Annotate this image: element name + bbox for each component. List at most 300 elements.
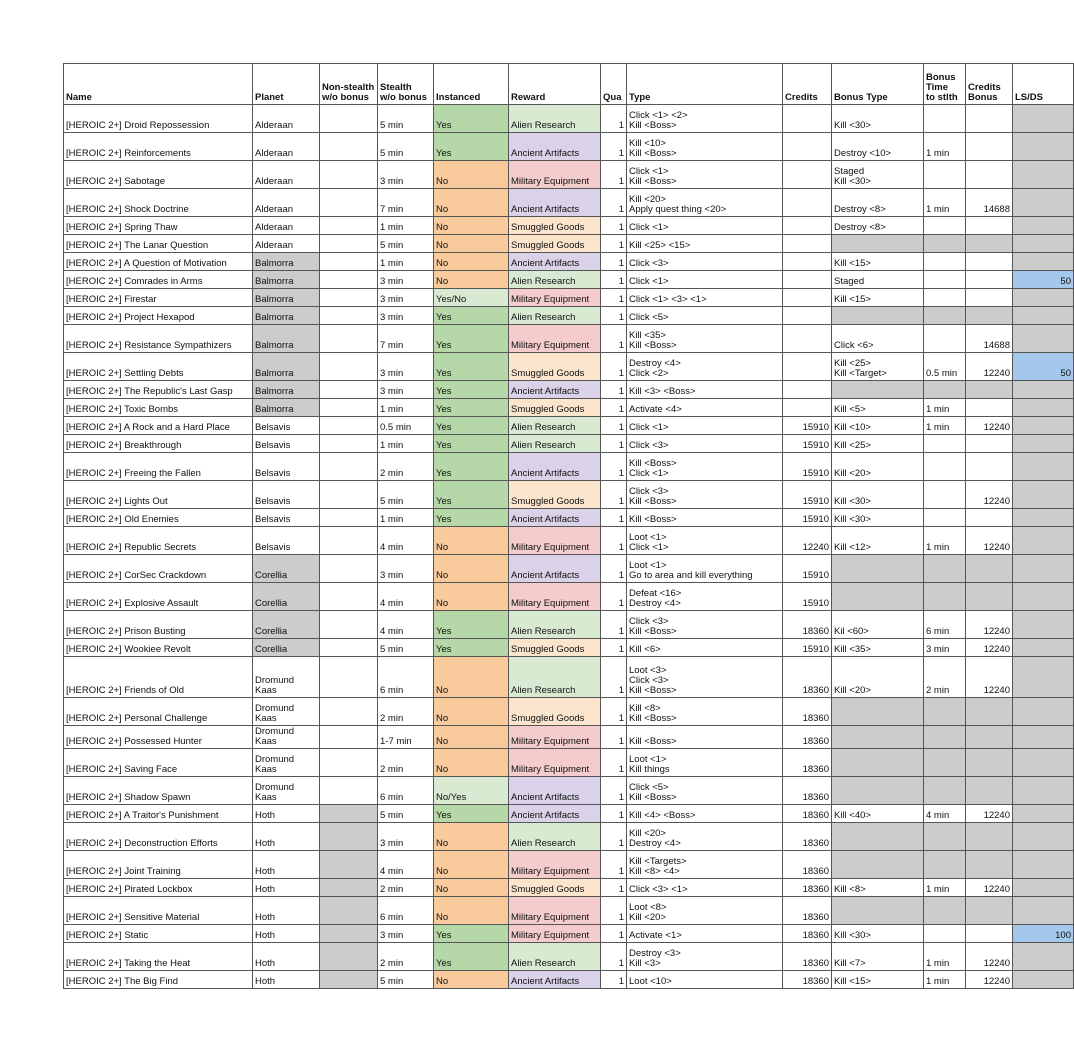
header-non-stealth[interactable]: Non-stealth w/o bonus [320, 64, 378, 105]
cell-bonus-time[interactable] [924, 217, 966, 235]
cell-stealth[interactable]: 5 min [378, 639, 434, 657]
cell-reward[interactable]: Ancient Artifacts [509, 453, 601, 481]
cell-type[interactable]: Kill <8> Kill <Boss> [627, 698, 783, 726]
cell-quantity[interactable]: 1 [601, 555, 627, 583]
cell-ls-ds[interactable]: 50 [1013, 271, 1074, 289]
cell-bonus-type[interactable]: Staged [832, 271, 924, 289]
cell-instanced[interactable]: No [434, 235, 509, 253]
cell-reward[interactable]: Smuggled Goods [509, 399, 601, 417]
header-instanced[interactable]: Instanced [434, 64, 509, 105]
cell-bonus-time[interactable] [924, 726, 966, 749]
cell-bonus-type[interactable]: Kill <15> [832, 253, 924, 271]
cell-stealth[interactable]: 1 min [378, 399, 434, 417]
cell-type[interactable]: Loot <1> Kill things [627, 749, 783, 777]
cell-bonus-type[interactable]: Kill <40> [832, 805, 924, 823]
cell-type[interactable]: Click <3> [627, 435, 783, 453]
cell-planet[interactable]: Hoth [253, 851, 320, 879]
cell-planet[interactable]: Balmorra [253, 353, 320, 381]
cell-ls-ds[interactable] [1013, 639, 1074, 657]
cell-credits[interactable] [783, 235, 832, 253]
cell-credits-bonus[interactable] [966, 133, 1013, 161]
cell-credits-bonus[interactable]: 12240 [966, 527, 1013, 555]
cell-type[interactable]: Kill <3> <Boss> [627, 381, 783, 399]
cell-type[interactable]: Defeat <16> Destroy <4> [627, 583, 783, 611]
cell-stealth[interactable]: 3 min [378, 307, 434, 325]
cell-credits-bonus[interactable]: 12240 [966, 971, 1013, 989]
cell-instanced[interactable]: Yes [434, 133, 509, 161]
cell-bonus-type[interactable] [832, 555, 924, 583]
cell-name[interactable]: [HEROIC 2+] Shadow Spawn [64, 777, 253, 805]
cell-instanced[interactable]: Yes [434, 453, 509, 481]
cell-name[interactable]: [HEROIC 2+] Explosive Assault [64, 583, 253, 611]
cell-non-stealth[interactable] [320, 481, 378, 509]
cell-non-stealth[interactable] [320, 611, 378, 639]
cell-bonus-time[interactable]: 2 min [924, 657, 966, 698]
cell-reward[interactable]: Smuggled Goods [509, 639, 601, 657]
cell-stealth[interactable]: 1 min [378, 509, 434, 527]
cell-stealth[interactable]: 3 min [378, 381, 434, 399]
cell-planet[interactable]: Balmorra [253, 307, 320, 325]
cell-name[interactable]: [HEROIC 2+] A Traitor's Punishment [64, 805, 253, 823]
cell-planet[interactable]: Alderaan [253, 189, 320, 217]
cell-credits-bonus[interactable] [966, 105, 1013, 133]
cell-planet[interactable]: Hoth [253, 943, 320, 971]
cell-bonus-type[interactable]: Kill <15> [832, 971, 924, 989]
cell-quantity[interactable]: 1 [601, 453, 627, 481]
cell-credits[interactable] [783, 161, 832, 189]
cell-instanced[interactable]: No [434, 971, 509, 989]
cell-planet[interactable]: Alderaan [253, 161, 320, 189]
cell-stealth[interactable]: 2 min [378, 943, 434, 971]
cell-reward[interactable]: Military Equipment [509, 527, 601, 555]
cell-credits[interactable]: 18360 [783, 611, 832, 639]
cell-bonus-time[interactable] [924, 897, 966, 925]
cell-stealth[interactable]: 5 min [378, 805, 434, 823]
cell-instanced[interactable]: Yes/No [434, 289, 509, 307]
cell-bonus-type[interactable]: Kill <30> [832, 105, 924, 133]
cell-instanced[interactable]: No [434, 698, 509, 726]
header-bonus-type[interactable]: Bonus Type [832, 64, 924, 105]
cell-bonus-time[interactable] [924, 161, 966, 189]
cell-type[interactable]: Kill <Boss> [627, 726, 783, 749]
cell-credits-bonus[interactable] [966, 698, 1013, 726]
cell-quantity[interactable]: 1 [601, 851, 627, 879]
cell-reward[interactable]: Alien Research [509, 943, 601, 971]
cell-stealth[interactable]: 3 min [378, 925, 434, 943]
cell-planet[interactable]: Dromund Kaas [253, 726, 320, 749]
cell-non-stealth[interactable] [320, 381, 378, 399]
cell-credits-bonus[interactable] [966, 161, 1013, 189]
cell-bonus-type[interactable]: Kill <10> [832, 417, 924, 435]
cell-reward[interactable]: Smuggled Goods [509, 235, 601, 253]
cell-name[interactable]: [HEROIC 2+] Taking the Heat [64, 943, 253, 971]
cell-reward[interactable]: Alien Research [509, 657, 601, 698]
cell-credits[interactable]: 15910 [783, 639, 832, 657]
cell-instanced[interactable]: No [434, 879, 509, 897]
cell-credits-bonus[interactable] [966, 307, 1013, 325]
cell-name[interactable]: [HEROIC 2+] Droid Repossession [64, 105, 253, 133]
cell-ls-ds[interactable] [1013, 583, 1074, 611]
cell-quantity[interactable]: 1 [601, 698, 627, 726]
cell-quantity[interactable]: 1 [601, 353, 627, 381]
cell-bonus-time[interactable]: 0.5 min [924, 353, 966, 381]
cell-name[interactable]: [HEROIC 2+] Sabotage [64, 161, 253, 189]
cell-bonus-type[interactable]: Kill <35> [832, 639, 924, 657]
cell-type[interactable]: Click <1> <2> Kill <Boss> [627, 105, 783, 133]
cell-bonus-time[interactable]: 6 min [924, 611, 966, 639]
cell-type[interactable]: Kill <Targets> Kill <8> <4> [627, 851, 783, 879]
cell-credits-bonus[interactable] [966, 583, 1013, 611]
cell-ls-ds[interactable] [1013, 453, 1074, 481]
cell-credits-bonus[interactable] [966, 823, 1013, 851]
cell-non-stealth[interactable] [320, 161, 378, 189]
cell-instanced[interactable]: Yes [434, 307, 509, 325]
cell-instanced[interactable]: Yes [434, 611, 509, 639]
cell-non-stealth[interactable] [320, 527, 378, 555]
cell-stealth[interactable]: 4 min [378, 527, 434, 555]
cell-credits[interactable] [783, 217, 832, 235]
cell-bonus-type[interactable]: Kill <5> [832, 399, 924, 417]
cell-type[interactable]: Kill <4> <Boss> [627, 805, 783, 823]
cell-name[interactable]: [HEROIC 2+] Pirated Lockbox [64, 879, 253, 897]
cell-credits-bonus[interactable]: 14688 [966, 325, 1013, 353]
cell-non-stealth[interactable] [320, 453, 378, 481]
cell-name[interactable]: [HEROIC 2+] Sensitive Material [64, 897, 253, 925]
cell-stealth[interactable]: 2 min [378, 453, 434, 481]
cell-bonus-type[interactable] [832, 897, 924, 925]
cell-stealth[interactable]: 6 min [378, 657, 434, 698]
cell-name[interactable]: [HEROIC 2+] Comrades in Arms [64, 271, 253, 289]
cell-non-stealth[interactable] [320, 235, 378, 253]
cell-quantity[interactable]: 1 [601, 527, 627, 555]
cell-planet[interactable]: Balmorra [253, 381, 320, 399]
cell-reward[interactable]: Ancient Artifacts [509, 971, 601, 989]
cell-stealth[interactable]: 6 min [378, 777, 434, 805]
cell-credits-bonus[interactable] [966, 726, 1013, 749]
cell-planet[interactable]: Alderaan [253, 217, 320, 235]
cell-ls-ds[interactable] [1013, 189, 1074, 217]
cell-ls-ds[interactable] [1013, 897, 1074, 925]
cell-ls-ds[interactable]: 50 [1013, 353, 1074, 381]
cell-quantity[interactable]: 1 [601, 133, 627, 161]
cell-non-stealth[interactable] [320, 583, 378, 611]
cell-ls-ds[interactable] [1013, 726, 1074, 749]
cell-type[interactable]: Kill <10> Kill <Boss> [627, 133, 783, 161]
cell-credits-bonus[interactable]: 12240 [966, 353, 1013, 381]
cell-stealth[interactable]: 3 min [378, 555, 434, 583]
cell-non-stealth[interactable] [320, 417, 378, 435]
cell-ls-ds[interactable] [1013, 657, 1074, 698]
cell-planet[interactable]: Balmorra [253, 289, 320, 307]
cell-bonus-time[interactable] [924, 453, 966, 481]
cell-quantity[interactable]: 1 [601, 509, 627, 527]
cell-reward[interactable]: Military Equipment [509, 851, 601, 879]
header-reward[interactable]: Reward [509, 64, 601, 105]
cell-quantity[interactable]: 1 [601, 777, 627, 805]
cell-ls-ds[interactable]: 100 [1013, 925, 1074, 943]
cell-bonus-type[interactable]: Kill <20> [832, 657, 924, 698]
header-type[interactable]: Type [627, 64, 783, 105]
cell-instanced[interactable]: No [434, 271, 509, 289]
cell-bonus-type[interactable]: Kill <30> [832, 925, 924, 943]
cell-type[interactable]: Loot <3> Click <3> Kill <Boss> [627, 657, 783, 698]
cell-quantity[interactable]: 1 [601, 639, 627, 657]
cell-non-stealth[interactable] [320, 253, 378, 271]
cell-planet[interactable]: Hoth [253, 897, 320, 925]
cell-bonus-type[interactable] [832, 583, 924, 611]
cell-instanced[interactable]: No [434, 657, 509, 698]
cell-reward[interactable]: Ancient Artifacts [509, 509, 601, 527]
cell-ls-ds[interactable] [1013, 943, 1074, 971]
cell-reward[interactable]: Smuggled Goods [509, 698, 601, 726]
cell-quantity[interactable]: 1 [601, 897, 627, 925]
cell-planet[interactable]: Alderaan [253, 235, 320, 253]
cell-type[interactable]: Kill <Boss> Click <1> [627, 453, 783, 481]
cell-planet[interactable]: Corellia [253, 611, 320, 639]
cell-credits[interactable]: 15910 [783, 453, 832, 481]
cell-name[interactable]: [HEROIC 2+] A Question of Motivation [64, 253, 253, 271]
cell-planet[interactable]: Belsavis [253, 417, 320, 435]
cell-bonus-time[interactable] [924, 555, 966, 583]
cell-planet[interactable]: Corellia [253, 555, 320, 583]
cell-planet[interactable]: Belsavis [253, 453, 320, 481]
cell-quantity[interactable]: 1 [601, 657, 627, 698]
cell-type[interactable]: Loot <10> [627, 971, 783, 989]
cell-stealth[interactable]: 4 min [378, 583, 434, 611]
cell-ls-ds[interactable] [1013, 971, 1074, 989]
cell-quantity[interactable]: 1 [601, 971, 627, 989]
cell-type[interactable]: Click <1> [627, 271, 783, 289]
cell-bonus-type[interactable]: Destroy <10> [832, 133, 924, 161]
cell-non-stealth[interactable] [320, 971, 378, 989]
cell-ls-ds[interactable] [1013, 105, 1074, 133]
cell-quantity[interactable]: 1 [601, 271, 627, 289]
cell-name[interactable]: [HEROIC 2+] Deconstruction Efforts [64, 823, 253, 851]
cell-credits-bonus[interactable] [966, 271, 1013, 289]
cell-instanced[interactable]: No [434, 161, 509, 189]
cell-instanced[interactable]: Yes [434, 399, 509, 417]
cell-type[interactable]: Click <1> <3> <1> [627, 289, 783, 307]
cell-instanced[interactable]: No [434, 749, 509, 777]
cell-credits[interactable]: 12240 [783, 527, 832, 555]
cell-non-stealth[interactable] [320, 805, 378, 823]
cell-credits[interactable] [783, 307, 832, 325]
cell-bonus-time[interactable] [924, 823, 966, 851]
cell-instanced[interactable]: Yes [434, 943, 509, 971]
cell-ls-ds[interactable] [1013, 481, 1074, 509]
cell-reward[interactable]: Military Equipment [509, 726, 601, 749]
cell-planet[interactable]: Hoth [253, 971, 320, 989]
cell-credits-bonus[interactable]: 12240 [966, 805, 1013, 823]
cell-quantity[interactable]: 1 [601, 417, 627, 435]
cell-credits-bonus[interactable]: 12240 [966, 943, 1013, 971]
cell-credits-bonus[interactable] [966, 777, 1013, 805]
cell-bonus-type[interactable]: Kil <60> [832, 611, 924, 639]
cell-ls-ds[interactable] [1013, 399, 1074, 417]
cell-bonus-type[interactable]: Kill <20> [832, 453, 924, 481]
cell-bonus-type[interactable]: Staged Kill <30> [832, 161, 924, 189]
cell-credits[interactable]: 15910 [783, 481, 832, 509]
cell-quantity[interactable]: 1 [601, 749, 627, 777]
cell-ls-ds[interactable] [1013, 698, 1074, 726]
cell-reward[interactable]: Alien Research [509, 271, 601, 289]
cell-credits[interactable]: 18360 [783, 823, 832, 851]
cell-reward[interactable]: Military Equipment [509, 925, 601, 943]
cell-quantity[interactable]: 1 [601, 611, 627, 639]
cell-non-stealth[interactable] [320, 943, 378, 971]
cell-stealth[interactable]: 1 min [378, 253, 434, 271]
cell-credits[interactable] [783, 381, 832, 399]
cell-stealth[interactable]: 4 min [378, 611, 434, 639]
cell-credits-bonus[interactable]: 12240 [966, 611, 1013, 639]
cell-type[interactable]: Activate <1> [627, 925, 783, 943]
cell-non-stealth[interactable] [320, 509, 378, 527]
cell-name[interactable]: [HEROIC 2+] Static [64, 925, 253, 943]
cell-ls-ds[interactable] [1013, 527, 1074, 555]
cell-credits[interactable] [783, 399, 832, 417]
cell-ls-ds[interactable] [1013, 555, 1074, 583]
cell-reward[interactable]: Ancient Artifacts [509, 189, 601, 217]
cell-name[interactable]: [HEROIC 2+] Lights Out [64, 481, 253, 509]
cell-credits[interactable] [783, 133, 832, 161]
cell-type[interactable]: Loot <1> Go to area and kill everything [627, 555, 783, 583]
cell-name[interactable]: [HEROIC 2+] Prison Busting [64, 611, 253, 639]
cell-name[interactable]: [HEROIC 2+] Personal Challenge [64, 698, 253, 726]
cell-planet[interactable]: Alderaan [253, 105, 320, 133]
cell-bonus-type[interactable]: Destroy <8> [832, 217, 924, 235]
cell-reward[interactable]: Smuggled Goods [509, 879, 601, 897]
cell-credits-bonus[interactable] [966, 253, 1013, 271]
cell-type[interactable]: Click <3> Kill <Boss> [627, 481, 783, 509]
cell-credits[interactable]: 15910 [783, 417, 832, 435]
cell-quantity[interactable]: 1 [601, 481, 627, 509]
cell-bonus-type[interactable]: Kill <8> [832, 879, 924, 897]
cell-stealth[interactable]: 0.5 min [378, 417, 434, 435]
cell-credits[interactable]: 18360 [783, 657, 832, 698]
cell-instanced[interactable]: No [434, 823, 509, 851]
cell-reward[interactable]: Alien Research [509, 307, 601, 325]
cell-name[interactable]: [HEROIC 2+] Possessed Hunter [64, 726, 253, 749]
cell-credits[interactable] [783, 353, 832, 381]
cell-planet[interactable]: Balmorra [253, 325, 320, 353]
cell-stealth[interactable]: 3 min [378, 353, 434, 381]
cell-credits-bonus[interactable]: 12240 [966, 657, 1013, 698]
cell-ls-ds[interactable] [1013, 325, 1074, 353]
cell-planet[interactable]: Balmorra [253, 271, 320, 289]
cell-credits-bonus[interactable] [966, 217, 1013, 235]
cell-credits[interactable]: 15910 [783, 555, 832, 583]
header-name[interactable]: Name [64, 64, 253, 105]
cell-bonus-time[interactable] [924, 851, 966, 879]
cell-non-stealth[interactable] [320, 777, 378, 805]
cell-instanced[interactable]: No [434, 555, 509, 583]
header-ls-ds[interactable]: LS/DS [1013, 64, 1074, 105]
cell-bonus-time[interactable]: 1 min [924, 879, 966, 897]
cell-reward[interactable]: Smuggled Goods [509, 481, 601, 509]
cell-bonus-time[interactable] [924, 509, 966, 527]
cell-name[interactable]: [HEROIC 2+] Joint Training [64, 851, 253, 879]
cell-name[interactable]: [HEROIC 2+] Reinforcements [64, 133, 253, 161]
cell-planet[interactable]: Belsavis [253, 509, 320, 527]
cell-bonus-time[interactable] [924, 325, 966, 353]
cell-name[interactable]: [HEROIC 2+] CorSec Crackdown [64, 555, 253, 583]
cell-ls-ds[interactable] [1013, 307, 1074, 325]
cell-type[interactable]: Click <1> [627, 417, 783, 435]
cell-type[interactable]: Destroy <3> Kill <3> [627, 943, 783, 971]
cell-type[interactable]: Destroy <4> Click <2> [627, 353, 783, 381]
cell-stealth[interactable]: 5 min [378, 481, 434, 509]
cell-stealth[interactable]: 1-7 min [378, 726, 434, 749]
cell-bonus-type[interactable] [832, 726, 924, 749]
cell-credits-bonus[interactable]: 12240 [966, 879, 1013, 897]
cell-planet[interactable]: Belsavis [253, 527, 320, 555]
cell-name[interactable]: [HEROIC 2+] Resistance Sympathizers [64, 325, 253, 353]
cell-quantity[interactable]: 1 [601, 805, 627, 823]
cell-type[interactable]: Kill <Boss> [627, 509, 783, 527]
header-quantity[interactable]: Qua [601, 64, 627, 105]
cell-bonus-type[interactable]: Kill <30> [832, 509, 924, 527]
cell-ls-ds[interactable] [1013, 851, 1074, 879]
cell-instanced[interactable]: Yes [434, 925, 509, 943]
cell-reward[interactable]: Military Equipment [509, 289, 601, 307]
cell-non-stealth[interactable] [320, 851, 378, 879]
cell-planet[interactable]: Belsavis [253, 481, 320, 509]
cell-bonus-time[interactable]: 1 min [924, 399, 966, 417]
cell-instanced[interactable]: No [434, 583, 509, 611]
cell-quantity[interactable]: 1 [601, 435, 627, 453]
cell-planet[interactable]: Belsavis [253, 435, 320, 453]
cell-bonus-time[interactable] [924, 381, 966, 399]
cell-reward[interactable]: Smuggled Goods [509, 353, 601, 381]
cell-credits-bonus[interactable]: 12240 [966, 417, 1013, 435]
cell-name[interactable]: [HEROIC 2+] Saving Face [64, 749, 253, 777]
cell-instanced[interactable]: No [434, 189, 509, 217]
cell-quantity[interactable]: 1 [601, 943, 627, 971]
cell-stealth[interactable]: 2 min [378, 749, 434, 777]
cell-instanced[interactable]: Yes [434, 381, 509, 399]
cell-stealth[interactable]: 3 min [378, 271, 434, 289]
cell-bonus-time[interactable] [924, 105, 966, 133]
cell-credits-bonus[interactable] [966, 381, 1013, 399]
cell-credits[interactable] [783, 325, 832, 353]
cell-type[interactable]: Kill <6> [627, 639, 783, 657]
cell-instanced[interactable]: Yes [434, 509, 509, 527]
cell-name[interactable]: [HEROIC 2+] Toxic Bombs [64, 399, 253, 417]
cell-bonus-type[interactable]: Kill <15> [832, 289, 924, 307]
cell-non-stealth[interactable] [320, 399, 378, 417]
cell-credits[interactable]: 18360 [783, 971, 832, 989]
cell-bonus-type[interactable] [832, 749, 924, 777]
cell-reward[interactable]: Ancient Artifacts [509, 555, 601, 583]
cell-credits[interactable]: 15910 [783, 583, 832, 611]
cell-stealth[interactable]: 4 min [378, 851, 434, 879]
cell-type[interactable]: Kill <35> Kill <Boss> [627, 325, 783, 353]
cell-name[interactable]: [HEROIC 2+] Wookiee Revolt [64, 639, 253, 657]
cell-name[interactable]: [HEROIC 2+] Breakthrough [64, 435, 253, 453]
cell-bonus-time[interactable] [924, 289, 966, 307]
cell-type[interactable]: Click <1> Kill <Boss> [627, 161, 783, 189]
cell-credits[interactable] [783, 289, 832, 307]
cell-reward[interactable]: Ancient Artifacts [509, 133, 601, 161]
cell-credits-bonus[interactable]: 14688 [966, 189, 1013, 217]
cell-name[interactable]: [HEROIC 2+] Project Hexapod [64, 307, 253, 325]
cell-bonus-time[interactable]: 1 min [924, 189, 966, 217]
cell-planet[interactable]: Hoth [253, 925, 320, 943]
cell-credits[interactable] [783, 189, 832, 217]
cell-non-stealth[interactable] [320, 639, 378, 657]
cell-bonus-time[interactable] [924, 698, 966, 726]
cell-stealth[interactable]: 5 min [378, 105, 434, 133]
